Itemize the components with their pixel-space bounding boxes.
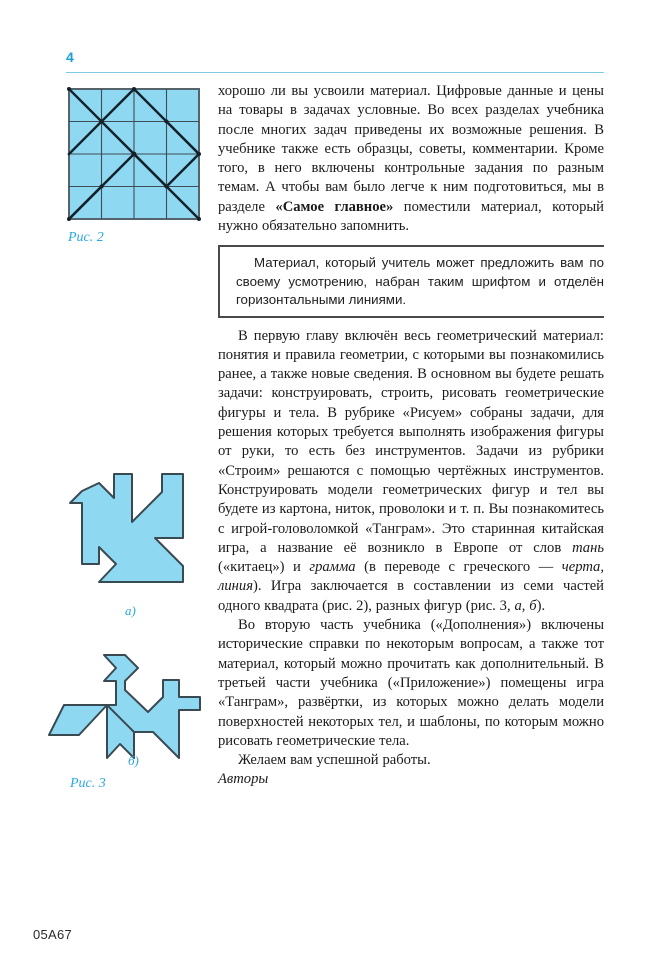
text-run: (в переводе с греческого — [355,559,562,576]
paragraph-closing [218,751,604,770]
text-run: хорошо ли вы усвоили материал. Цифровые данные и цены на товары в задачах условные. Во всех разделах учебника после многих задач приведены их возможные решения. В учебнике также есть образцы, советы, комментарии. Кроме того, в него включены контрольные задания по разным темам. А чтобы вам было легче к ним подготовиться, мы в разделе [218,83,604,215]
text-run: В первую главу включён весь геометрический материал: понятия и правила геометрии, с которыми вы познакомились ранее, а также новые сведения. В основном вы будете решать задачи: конструировать, строить, рисовать геометрические фигуры и тела. В рубрике «Рисуем» собраны задачи, для решения которых требуется выполнять изображения фигуры от руки, то есть без инструментов. Задачи из рубрики «Строим» решаются с помощью чертёжных инструментов. Конструировать модели геометрических фигур и тел вы будете из картона, ниток, проволоки и т. п. Вы познакомитесь с игрой-головоломкой «Танграм». Это старинная китайская игра, а название её возникло в Европе от слов [218,327,604,556]
emphasis-italic: грамма [309,559,356,576]
text-column [218,82,604,790]
teacher-note-text: Материал, который учитель может предложить вам по своему усмотрению, набран таким шрифтом и отделён горизонтальными линиями. [236,255,604,308]
tangram-bird-figure [52,470,197,600]
text-run: («китаец») и [218,559,310,576]
emphasis-italic: черта, линия [218,559,604,595]
emphasis-bold: «Самое главное» [275,198,394,215]
text-run: Желаем вам успешной работы. [238,752,431,769]
emphasis-italic: а [514,597,522,614]
page-number: 4 [66,49,75,65]
text-run: , [521,597,530,614]
text-run: поместили материал, который нужно обязательно запомнить. [218,198,604,235]
figure-2-caption: Рис. 2 [68,230,104,245]
teacher-note-callout [218,245,604,317]
emphasis-italic: б [529,597,537,614]
footer-code: 05A67 [33,927,73,942]
figure-3b-sublabel: б) [128,753,139,768]
emphasis-italic: тань [572,539,604,556]
authors-signature: Авторы [218,771,269,788]
tangram-square-figure [66,86,202,222]
text-run: ). Игра заключается в составлении из семи частей одного квадрата (рис. 2), разных фигур (рис. 3, [218,578,604,614]
figure-3a-sublabel: а) [125,603,136,618]
tangram-horse-figure [42,650,202,770]
paragraph-intro [218,82,604,236]
paragraph-part-two [218,616,604,751]
figure-column [0,0,212,961]
text-run: Во вторую часть учебника («Дополнения») включены исторические справки по некоторым вопросам, а также тот материал, который можно прочитать как дополнительный. В третьей части учебника («Приложение») помещены игра «Танграм», развёртки, из которых можно делать модели поверхностей некоторых тел, и шаблоны, по которым можно рисовать геометрические тела. [218,617,604,749]
figure-3-caption: Рис. 3 [70,776,106,791]
text-run: ). [536,597,546,614]
paragraph-chapter-one [218,327,604,616]
